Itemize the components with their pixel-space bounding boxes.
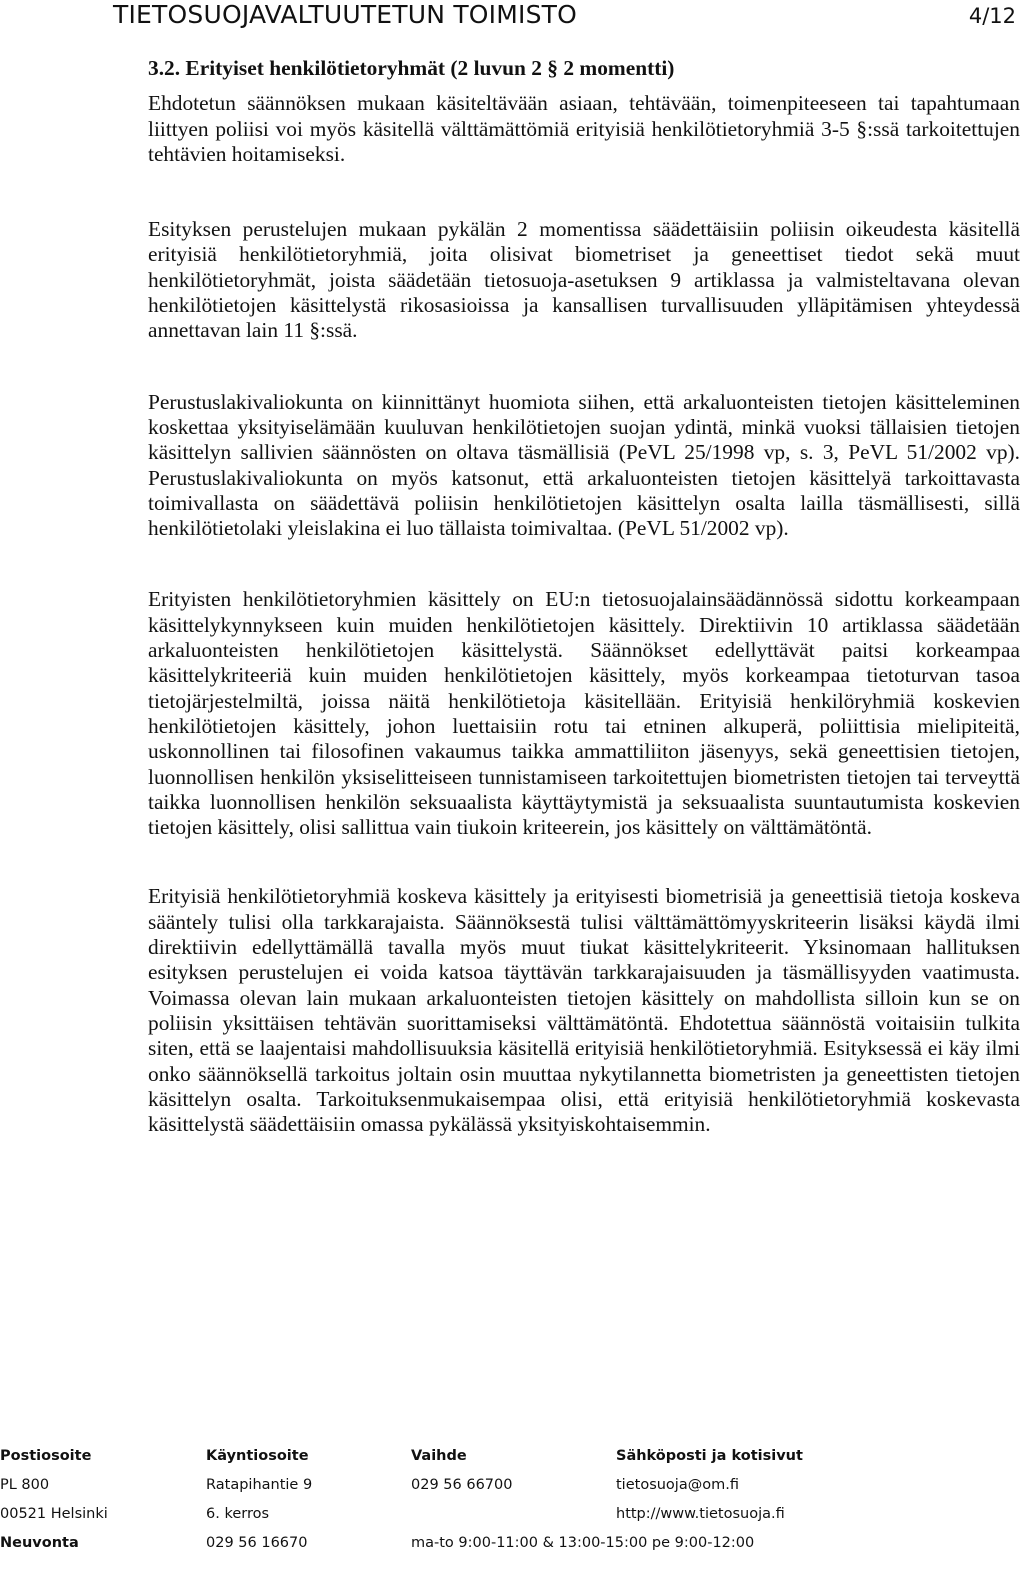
footer-postiosoite — [0, 1442, 108, 1558]
footer-kayntiosoite-line2: 6. kerros — [206, 1506, 270, 1522]
footer-vaihde-heading: Vaihde — [411, 1448, 467, 1464]
footer-website-link[interactable]: http://www.tietosuoja.fi — [616, 1506, 785, 1522]
paragraph-1: Ehdotetun säännöksen mukaan käsiteltävään asiaan, tehtävään, toimenpiteeseen tai tapahtumaan liittyen poliisi voi myös käsitellä välttämättömiä erityisiä henkilötietoryhmiä 3-5 §:ssä tarkoitettujen tehtävien hoitamiseksi. — [148, 91, 1020, 166]
footer-neuvonta-hours: ma-to 9:00-11:00 & 13:00-15:00 pe 9:00-12:00 — [411, 1535, 755, 1551]
paragraph-4: Erityisten henkilötietoryhmien käsittely on EU:n tietosuojalainsäädännössä sidottu korkeampaan käsittelykynnykseen kuin muiden henkilötietojen käsittely. Direktiivin 10 artiklassa säädetään arkaluonteisten henkilötietojen käsittelystä. Säännökset edellyttävät paitsi korkeampaa käsittelykriteeriä kuin muiden henkilötietojen käsittely, myös korkeampaa tietoturvan tasoa tietojärjestelmiltä, joissa näitä henkilötietoja käsitellään. Erityisiä henkilöryhmiä koskevien henkilötietojen käsittely, johon luettaisiin rotu tai etninen alkuperä, poliittisia mielipiteitä, uskonnollinen tai filosofinen vakaumus taikka ammattiliiton jäsenyys, sekä geneettisien tietojen, luonnollisen henkilön yksiselitteiseen tunnistamiseen tarkoitettujen biometristen tietojen tai terveyttä taikka luonnollisen henkilön seksuaalista käyttäytymistä ja seksuaalista suuntautumista koskevien tietojen käsittely, olisi sallittua vain tiukoin kriteerein, jos käsittely on välttämätöntä. — [148, 587, 1020, 840]
paragraph-2: Esityksen perustelujen mukaan pykälän 2 momentissa säädettäisiin poliisin oikeudesta käsitellä erityisiä henkilötietoryhmiä, joita olisivat biometriset ja geneettiset tiedot sekä muut henkilötietoryhmät, joista säädetään tietosuoja-asetuksen 9 artiklassa ja valmisteltavana olevan henkilötietojen käsittelystä rikosasioissa ja kansallisen turvallisuuden ylläpitämisen yhteydessä annettavan lain 11 §:ssä. — [148, 217, 1020, 343]
footer-kayntiosoite-line1: Ratapihantie 9 — [206, 1477, 313, 1493]
footer-kayntiosoite — [206, 1442, 312, 1558]
footer-sahkoposti-heading: Sähköposti ja kotisivut — [616, 1448, 803, 1464]
footer-neuvonta-phone: 029 56 16670 — [206, 1535, 308, 1551]
page-number: 4/12 — [968, 4, 1016, 28]
paragraph-3: Perustuslakivaliokunta on kiinnittänyt huomiota siihen, että arkaluonteisten tietojen käsitteleminen koskettaa yksityiselämään kuuluvan henkilötietojen suojan ydintä, minkä vuoksi tällaisien tietojen käsittelyn sallivien säännösten on oltava täsmällisiä (PeVL 25/1998 vp, s. 3, PeVL 51/2002 vp). Perustuslakivaliokunta on myös katsonut, että arkaluonteisten tietojen käsittelyä tarkoittavasta toimivallasta on säädettävä poliisin henkilötietojen käsittelyn osalta lailla täsmällisesti, sillä henkilötietolaki yleislakina ei luo tällaista toimivaltaa. (PeVL 51/2002 vp). — [148, 389, 1020, 541]
footer-postiosoite-heading: Postiosoite — [0, 1448, 92, 1464]
footer-email[interactable]: tietosuoja@om.fi — [616, 1477, 739, 1493]
footer-kayntiosoite-heading: Käyntiosoite — [206, 1448, 309, 1464]
document-body — [148, 56, 1020, 1137]
section-heading: 3.2. Erityiset henkilötietoryhmät (2 luvun 2 § 2 momentti) — [148, 56, 675, 80]
paragraph-5: Erityisiä henkilötietoryhmiä koskeva käsittely ja erityisesti biometrisiä ja geneettisiä tietoja koskeva sääntely tulisi olla tarkkarajaista. Säännöksestä tulisi välttämättömyyskriteerin lisäksi käydä ilmi direktiivin edellyttämällä tavalla myös muut tiukat käsittelykriteerit. Yksinomaan hallituksen esityksen perustelujen ei voida katsoa täyttävän tarkkarajaisuuden ja täsmällisyyden vaatimusta. Voimassa olevan lain mukaan arkaluonteisten tietojen käsittely on mahdollista silloin kun se on poliisin yksittäisen tehtävän suorittamiseksi välttämätöntä. Ehdotettua säännöstä voitaisiin tulkita siten, että se laajentaisi mahdollisuuksia käsitellä erityisiä henkilötietoryhmiä. Esityksessä ei käy ilmi onko säännöksellä tarkoitus joltain osin muuttaa nykytilannetta biometristen ja geneettisten tietojen käsittelyn osalta. Tarkoituksenmukaisempaa olisi, että erityisiä henkilötietoryhmiä koskevasta käsittelystä säädettäisiin omassa pykälässä yksityiskohtaisemmin. — [148, 884, 1020, 1137]
footer-neuvonta-heading: Neuvonta — [0, 1535, 79, 1551]
footer-vaihde-line1: 029 56 66700 — [411, 1477, 513, 1493]
header-organization: TIETOSUOJAVALTUUTETUN TOIMISTO — [113, 0, 577, 29]
footer-postiosoite-line2: 00521 Helsinki — [0, 1506, 108, 1522]
footer-postiosoite-line1: PL 800 — [0, 1477, 50, 1493]
footer-sahkoposti — [616, 1442, 803, 1529]
